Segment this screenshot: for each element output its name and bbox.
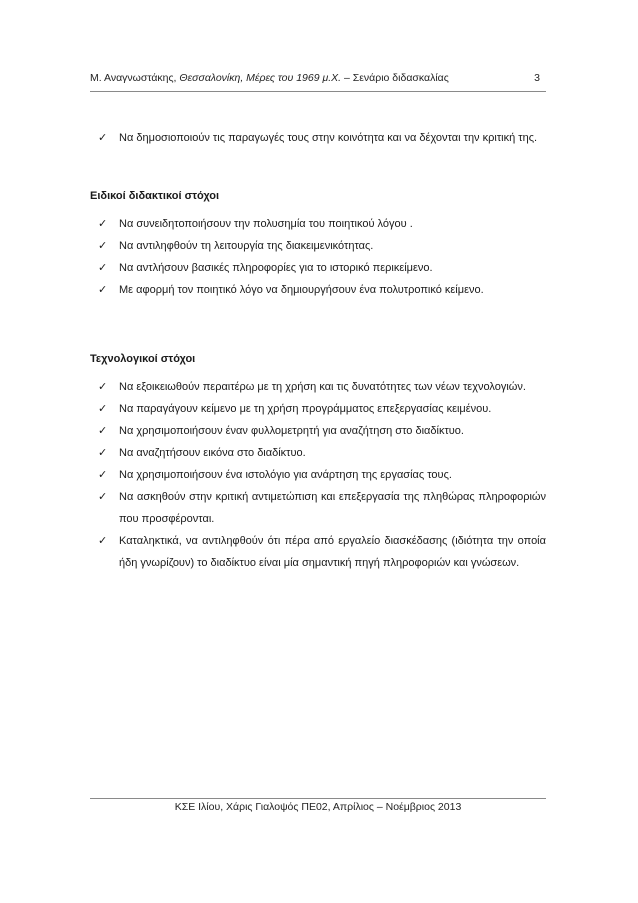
checkmark-icon: ✓ (98, 535, 108, 547)
checkmark-icon: ✓ (98, 447, 108, 459)
list-item-text: Να αναζητήσουν εικόνα στο διαδίκτυο. (119, 447, 306, 459)
section-heading-tech-goals: Τεχνολογικοί στόχοι (90, 353, 196, 365)
list-item (90, 213, 546, 235)
header-divider (90, 91, 546, 92)
list-item (90, 376, 546, 398)
checkmark-icon: ✓ (98, 491, 108, 503)
header-subtitle: – Σενάριο διδασκαλίας (341, 72, 449, 84)
list-item-text: Να αντιληφθούν τη λειτουργία της διακειμενικότητας. (119, 240, 374, 252)
checkmark-icon: ✓ (98, 218, 108, 230)
list-item (90, 464, 546, 486)
checkmark-icon: ✓ (98, 240, 108, 252)
list-item-text: Να ασκηθούν στην κριτική αντιμετώπιση και επεξεργασία της πληθώρας πληροφοριών που προσφέρονται. (119, 491, 546, 525)
list-item-text: Να παραγάγουν κείμενο με τη χρήση προγράμματος επεξεργασίας κειμένου. (119, 403, 492, 415)
list-item-text: Με αφορμή τον ποιητικό λόγο να δημιουργήσουν ένα πολυτροπικό κείμενο. (119, 284, 484, 296)
page-number: 3 (534, 72, 540, 84)
section-heading-specific-goals: Ειδικοί διδακτικοί στόχοι (90, 190, 220, 202)
checkmark-icon: ✓ (98, 425, 108, 437)
header-author: Μ. Αναγνωστάκης, (90, 72, 180, 84)
checkmark-icon: ✓ (98, 284, 108, 296)
list-item-text: Να χρησιμοποιήσουν ένα ιστολόγιο για ανάρτηση της εργασίας τους. (119, 469, 452, 481)
list-item (90, 235, 546, 257)
page-footer: ΚΣΕ Ιλίου, Χάρις Γιαλοψός ΠΕ02, Απρίλιος – Νοέμβριος 2013 (174, 801, 462, 813)
list-item-text: Να συνειδητοποιήσουν την πολυσημία του ποιητικού λόγου . (119, 218, 413, 230)
checkmark-icon: ✓ (98, 403, 108, 415)
list-item (90, 127, 546, 149)
list-item (90, 398, 546, 420)
list-item-text: Να αντλήσουν βασικές πληροφορίες για το ιστορικό περικείμενο. (119, 262, 433, 274)
list-item (90, 257, 546, 279)
list-item (90, 486, 546, 530)
page-body (90, 127, 546, 574)
list-item-text: Καταληκτικά, να αντιληφθούν ότι πέρα από εργαλείο διασκέδασης (ιδιότητα την οποία ήδη γνωρίζουν) το διαδίκτυο είναι μία σημαντική πηγή πληροφοριών και γνώσεων. (119, 535, 546, 569)
page-header (90, 72, 546, 84)
footer-divider (90, 798, 546, 799)
checkmark-icon: ✓ (98, 132, 108, 144)
list-item (90, 279, 546, 301)
list-item-text: Να εξοικειωθούν περαιτέρω με τη χρήση και τις δυνατότητες των νέων τεχνολογιών. (119, 381, 526, 393)
list-item (90, 530, 546, 574)
checkmark-icon: ✓ (98, 381, 108, 393)
checkmark-icon: ✓ (98, 469, 108, 481)
list-item (90, 420, 546, 442)
header-title: Θεσσαλονίκη, Μέρες του 1969 μ.Χ. (179, 72, 342, 84)
list-item-text: Να χρησιμοποιήσουν έναν φυλλομετρητή για αναζήτηση στο διαδίκτυο. (119, 425, 464, 437)
list-item-text: Να δημοσιοποιούν τις παραγωγές τους στην κοινότητα και να δέχονται την κριτική της. (119, 132, 538, 144)
checkmark-icon: ✓ (98, 262, 108, 274)
list-item (90, 442, 546, 464)
